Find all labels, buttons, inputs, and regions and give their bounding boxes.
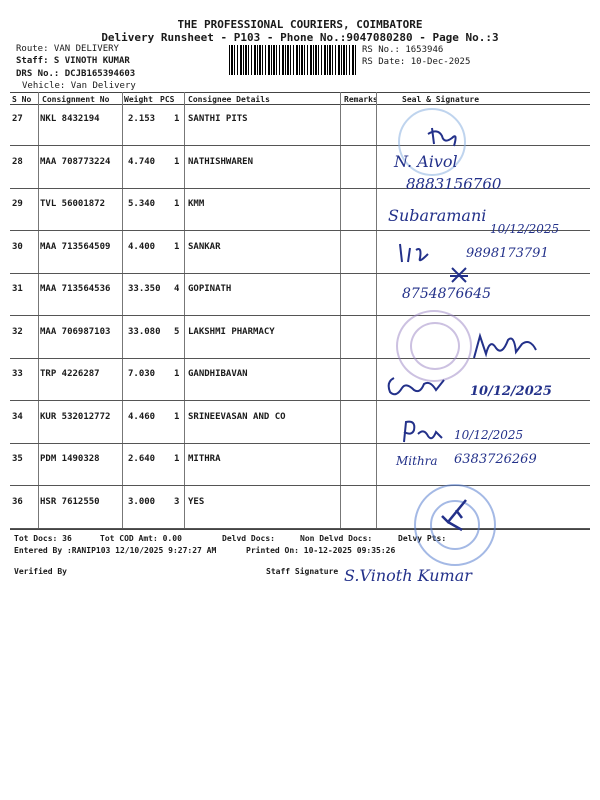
col-sno: S No (12, 95, 32, 104)
col-weight: Weight (124, 95, 153, 104)
handwritten-date: 10/12/2025 (454, 428, 524, 442)
row-pcs: 1 (174, 114, 180, 124)
row-sno: 28 (12, 156, 23, 167)
row-pcs: 1 (174, 241, 180, 252)
route-label: Route: VAN DELIVERY (16, 44, 119, 54)
handwritten-date: 10/12/2025 (490, 222, 560, 236)
delivery-points: Delvy Pts: (398, 534, 447, 543)
row-sno: 31 (12, 284, 23, 294)
row-weight: 4.740 (128, 156, 156, 167)
staff-signature: S.Vinoth Kumar (344, 566, 472, 585)
non-delivered-docs: Non Delvd Docs: (300, 534, 373, 543)
row-pcs: 3 (174, 496, 180, 507)
barcode-icon (229, 45, 357, 75)
table-row (10, 487, 590, 529)
table-row (10, 147, 590, 189)
runsheet-subtitle: Delivery Runsheet - P103 - Phone No.:9047080280 - Page No.:3 (101, 31, 499, 44)
row-pcs: 1 (174, 156, 180, 167)
row-weight: 4.460 (128, 411, 156, 422)
row-consignment-no: TVL 56001872 (40, 199, 106, 209)
row-consignment-no: PDM 1490328 (40, 454, 100, 464)
row-consignee: SANTHI PITS (188, 114, 248, 124)
row-consignment-no: TRP 4226287 (40, 369, 100, 379)
row-consignee: GANDHIBAVAN (188, 369, 248, 379)
table-bottom-border (10, 529, 590, 530)
signature-icon (436, 496, 476, 536)
row-weight: 2.153 (128, 114, 156, 124)
row-pcs: 5 (174, 326, 180, 337)
row-consignee: GOPINATH (188, 284, 232, 294)
row-weight: 33.350 (128, 284, 161, 294)
handwritten-name: Mithra (396, 454, 438, 468)
total-docs: Tot Docs: 36 (14, 534, 72, 543)
row-consignee: LAKSHMI PHARMACY (188, 326, 275, 337)
company-title: THE PROFESSIONAL COURIERS, COIMBATORE (177, 18, 423, 31)
row-sno: 29 (12, 199, 23, 209)
row-weight: 2.640 (128, 454, 156, 464)
row-pcs: 4 (174, 284, 180, 294)
row-consignment-no: HSR 7612550 (40, 496, 100, 507)
printed-on: Printed On: 10-12-2025 09:35:26 (246, 546, 396, 555)
delivered-docs: Delvd Docs: (222, 534, 275, 543)
signature-icon (470, 330, 542, 362)
vehicle-label: Vehicle: Van Delivery (22, 81, 136, 91)
signature-icon (424, 122, 464, 150)
row-pcs: 1 (174, 411, 180, 422)
row-consignment-no: MAA 708773224 (40, 156, 111, 167)
handwritten-phone: 6383726269 (454, 452, 537, 467)
staff-signature-label: Staff Signature (266, 567, 339, 576)
col-pcs: PCS (160, 95, 175, 104)
row-pcs: 1 (174, 369, 180, 379)
entered-by: Entered By :RANIP103 12/10/2025 9:27:27 AM (14, 546, 217, 555)
signature-icon (448, 264, 472, 288)
seal-stamp-inner-icon (410, 322, 460, 370)
col-remarks: Remarks (344, 95, 378, 104)
col-consignee: Consignee Details (188, 95, 270, 104)
row-consignment-no: KUR 532012772 (40, 411, 111, 422)
verified-by: Verified By (14, 567, 67, 576)
row-sno: 36 (12, 496, 23, 507)
row-pcs: 1 (174, 454, 180, 464)
row-consignee: NATHISHWAREN (188, 156, 254, 167)
handwritten-name: Subaramani (388, 206, 487, 225)
rs-date: RS Date: 10-Dec-2025 (362, 57, 471, 67)
total-cod: Tot COD Amt: 0.00 (100, 534, 182, 543)
row-consignee: KMM (188, 199, 205, 209)
signature-icon (398, 418, 446, 446)
row-sno: 27 (12, 114, 23, 124)
row-weight: 5.340 (128, 199, 156, 209)
table-top-border (10, 92, 590, 93)
handwritten-phone: 8754876645 (402, 286, 492, 302)
handwritten-phone: 8883156760 (406, 175, 502, 193)
handwritten-date: 10/12/2025 (470, 384, 552, 399)
handwritten-phone: 9898173791 (466, 246, 549, 261)
row-weight: 3.000 (128, 496, 156, 507)
row-consignee: SANKAR (188, 241, 221, 252)
row-consignment-no: MAA 713564536 (40, 284, 111, 294)
col-seal: Seal & Signature (402, 95, 480, 104)
signature-icon (394, 240, 442, 266)
row-weight: 4.400 (128, 241, 156, 252)
row-sno: 33 (12, 369, 23, 379)
table-row (10, 104, 590, 146)
drs-number: DRS No.: DCJB165394603 (16, 69, 136, 79)
row-weight: 33.080 (128, 326, 161, 337)
row-consignee: YES (188, 496, 205, 507)
col-consignment: Consignment No (42, 95, 110, 104)
row-consignment-no: MAA 713564509 (40, 241, 111, 252)
rs-number: RS No.: 1653946 (362, 45, 444, 55)
row-consignee: MITHRA (188, 454, 221, 464)
row-sno: 30 (12, 241, 23, 252)
row-weight: 7.030 (128, 369, 156, 379)
row-sno: 32 (12, 326, 23, 337)
row-consignment-no: NKL 8432194 (40, 114, 100, 124)
row-sno: 35 (12, 454, 23, 464)
staff-label: Staff: S VINOTH KUMAR (16, 56, 130, 66)
signature-icon (384, 372, 456, 400)
row-consignee: SRINEEVASAN AND CO (188, 411, 286, 422)
table-row (10, 274, 590, 316)
row-pcs: 1 (174, 199, 180, 209)
row-consignment-no: MAA 706987103 (40, 326, 111, 337)
handwritten-name: N. Aivol (394, 152, 458, 171)
row-sno: 34 (12, 411, 23, 422)
